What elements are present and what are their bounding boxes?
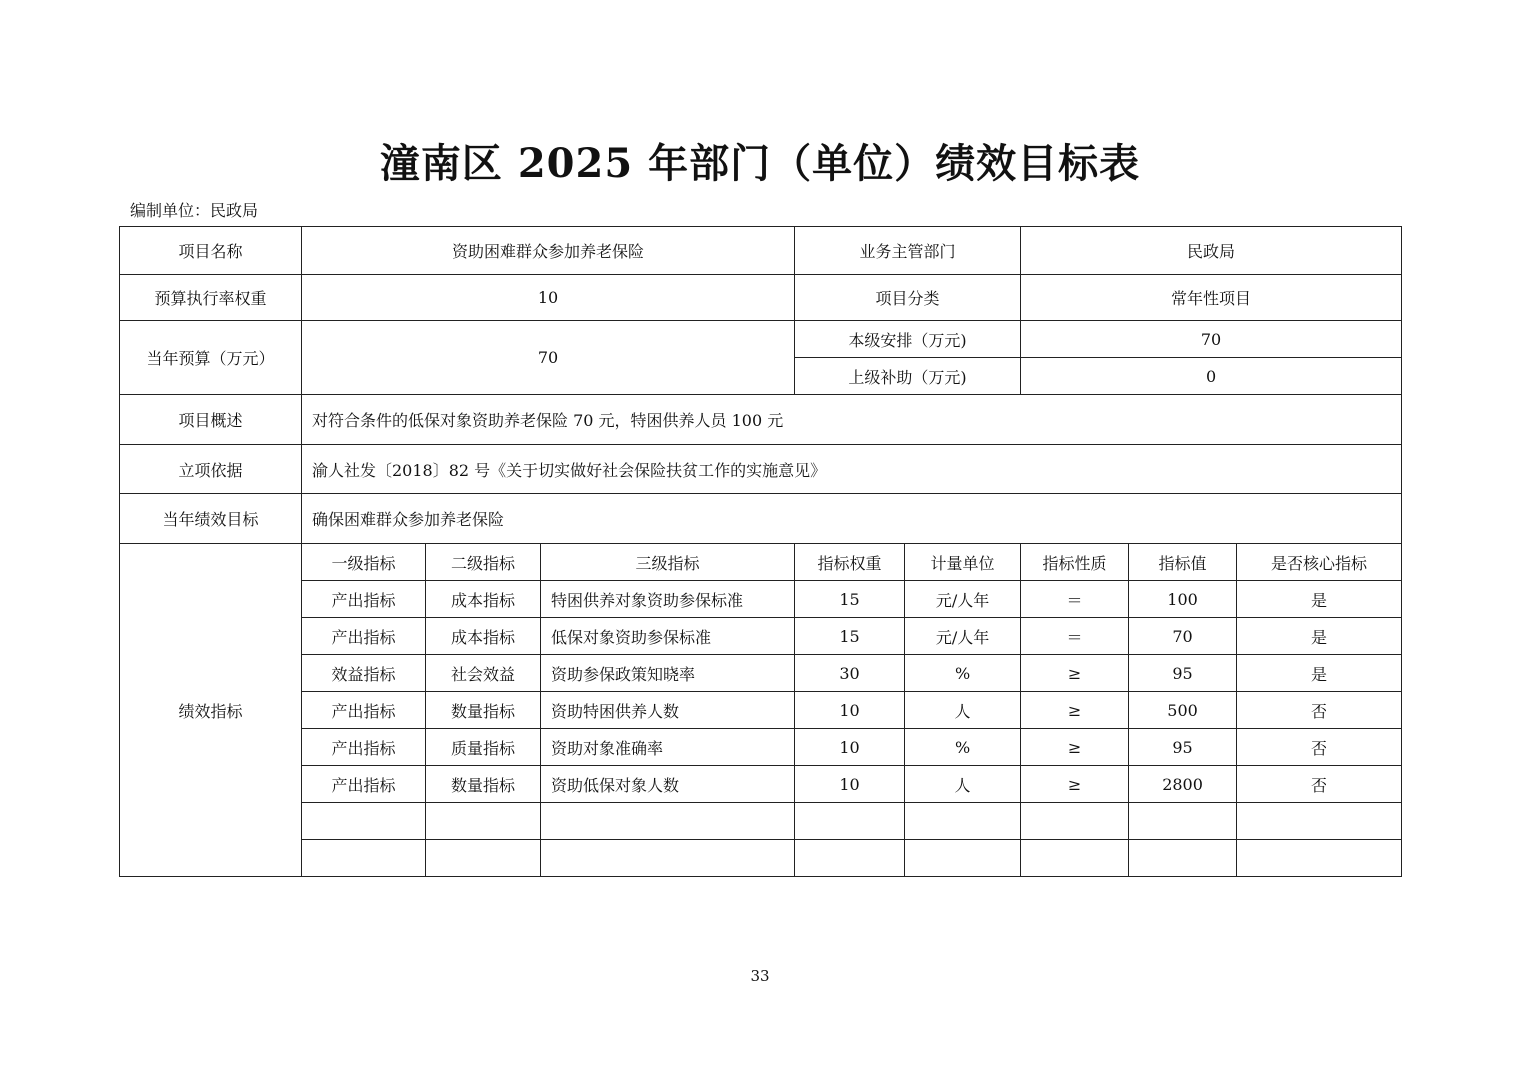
row-weight — [120, 275, 1402, 321]
indicator-header-unit: 计量单位 — [905, 544, 1021, 581]
indicator-cell-level1 — [302, 840, 426, 877]
indicator-cell-level1: 产出指标 — [302, 581, 426, 618]
indicator-cell-value: 500 — [1129, 692, 1237, 729]
indicator-cell-value — [1129, 803, 1237, 840]
performance-table — [119, 226, 1402, 877]
indicator-cell-level3: 资助对象准确率 — [541, 729, 795, 766]
goal-label: 当年绩效目标 — [120, 494, 302, 544]
indicator-row — [120, 803, 1402, 840]
indicator-cell-value: 70 — [1129, 618, 1237, 655]
indicator-cell-level2: 社会效益 — [426, 655, 541, 692]
indicator-cell-core: 是 — [1237, 655, 1402, 692]
indicator-cell-value: 100 — [1129, 581, 1237, 618]
indicator-cell-level3 — [541, 840, 795, 877]
page-title: 潼南区 2025 年部门（单位）绩效目标表 — [379, 140, 1141, 187]
indicator-row — [120, 581, 1402, 618]
upper-label: 上级补助（万元) — [795, 358, 1021, 395]
budget-label: 当年预算（万元） — [120, 321, 302, 395]
info-section — [120, 227, 1402, 544]
indicator-cell-nature: ≥ — [1021, 766, 1129, 803]
indicator-cell-weight: 15 — [795, 581, 905, 618]
indicator-cell-nature: ≥ — [1021, 692, 1129, 729]
indicator-cell-unit: % — [905, 729, 1021, 766]
indicator-cell-level2 — [426, 803, 541, 840]
indicator-cell-unit: 人 — [905, 692, 1021, 729]
indicator-cell-value: 95 — [1129, 729, 1237, 766]
basis-label: 立项依据 — [120, 445, 302, 494]
indicator-cell-weight: 10 — [795, 692, 905, 729]
indicator-header-row — [120, 544, 1402, 581]
indicator-row — [120, 692, 1402, 729]
indicator-cell-unit: 元/人年 — [905, 618, 1021, 655]
category-value: 常年性项目 — [1021, 275, 1402, 321]
page-number: 33 — [750, 967, 770, 985]
indicator-cell-level1: 产出指标 — [302, 618, 426, 655]
indicator-cell-level2: 数量指标 — [426, 692, 541, 729]
indicator-header-level3: 三级指标 — [541, 544, 795, 581]
indicators-label: 绩效指标 — [120, 544, 302, 877]
project-name-value: 资助困难群众参加养老保险 — [302, 227, 795, 275]
indicator-row — [120, 618, 1402, 655]
dept-label: 业务主管部门 — [795, 227, 1021, 275]
overview-label: 项目概述 — [120, 395, 302, 445]
indicator-cell-core: 是 — [1237, 581, 1402, 618]
row-project-name — [120, 227, 1402, 275]
indicator-row — [120, 840, 1402, 877]
indicator-cell-unit — [905, 803, 1021, 840]
indicator-cell-level3: 资助低保对象人数 — [541, 766, 795, 803]
indicator-cell-core — [1237, 803, 1402, 840]
indicator-cell-nature: ≥ — [1021, 729, 1129, 766]
row-budget-local — [120, 321, 1402, 358]
indicator-cell-core — [1237, 840, 1402, 877]
indicator-cell-level1: 产出指标 — [302, 729, 426, 766]
indicator-header-weight: 指标权重 — [795, 544, 905, 581]
indicator-cell-weight: 15 — [795, 618, 905, 655]
weight-value: 10 — [302, 275, 795, 321]
indicator-cell-unit: 人 — [905, 766, 1021, 803]
row-overview — [120, 395, 1402, 445]
indicator-cell-nature: ≥ — [1021, 655, 1129, 692]
indicator-header-level2: 二级指标 — [426, 544, 541, 581]
category-label: 项目分类 — [795, 275, 1021, 321]
row-goal — [120, 494, 1402, 544]
indicator-cell-weight: 30 — [795, 655, 905, 692]
upper-value: 0 — [1021, 358, 1402, 395]
indicator-cell-level3: 资助参保政策知晓率 — [541, 655, 795, 692]
indicator-cell-core: 否 — [1237, 692, 1402, 729]
indicator-row — [120, 655, 1402, 692]
indicator-section — [120, 544, 1402, 877]
local-value: 70 — [1021, 321, 1402, 358]
budget-value: 70 — [302, 321, 795, 395]
indicator-cell-weight: 10 — [795, 729, 905, 766]
dept-value: 民政局 — [1021, 227, 1402, 275]
indicator-cell-weight — [795, 803, 905, 840]
row-basis — [120, 445, 1402, 494]
indicator-cell-level2: 数量指标 — [426, 766, 541, 803]
indicator-cell-level1: 产出指标 — [302, 766, 426, 803]
indicator-header-nature: 指标性质 — [1021, 544, 1129, 581]
indicator-cell-level2: 质量指标 — [426, 729, 541, 766]
indicator-row — [120, 729, 1402, 766]
indicator-cell-level3: 特困供养对象资助参保标准 — [541, 581, 795, 618]
indicator-cell-value — [1129, 840, 1237, 877]
goal-value: 确保困难群众参加养老保险 — [302, 494, 1402, 544]
basis-value: 渝人社发〔2018〕82 号《关于切实做好社会保险扶贫工作的实施意见》 — [302, 445, 1402, 494]
indicator-cell-level3 — [541, 803, 795, 840]
indicator-cell-core: 否 — [1237, 729, 1402, 766]
indicator-cell-level1: 产出指标 — [302, 692, 426, 729]
indicator-row — [120, 766, 1402, 803]
indicator-cell-nature: ＝ — [1021, 618, 1129, 655]
local-label: 本级安排（万元) — [795, 321, 1021, 358]
indicator-cell-nature — [1021, 803, 1129, 840]
indicator-cell-nature: ＝ — [1021, 581, 1129, 618]
indicator-cell-level2 — [426, 840, 541, 877]
indicator-cell-unit: 元/人年 — [905, 581, 1021, 618]
indicator-cell-core: 是 — [1237, 618, 1402, 655]
indicator-cell-level3: 低保对象资助参保标准 — [541, 618, 795, 655]
indicator-cell-core: 否 — [1237, 766, 1402, 803]
indicator-cell-level1 — [302, 803, 426, 840]
indicator-cell-weight: 10 — [795, 766, 905, 803]
indicator-header-value: 指标值 — [1129, 544, 1237, 581]
indicator-header-core: 是否核心指标 — [1237, 544, 1402, 581]
indicator-cell-value: 95 — [1129, 655, 1237, 692]
indicator-cell-unit: % — [905, 655, 1021, 692]
indicator-cell-level1: 效益指标 — [302, 655, 426, 692]
indicator-cell-level3: 资助特困供养人数 — [541, 692, 795, 729]
project-name-label: 项目名称 — [120, 227, 302, 275]
indicator-cell-level2: 成本指标 — [426, 581, 541, 618]
overview-value: 对符合条件的低保对象资助养老保险 70 元，特困供养人员 100 元 — [302, 395, 1402, 445]
compiling-unit: 编制单位：民政局 — [130, 201, 259, 220]
weight-label: 预算执行率权重 — [120, 275, 302, 321]
indicator-header-level1: 一级指标 — [302, 544, 426, 581]
indicator-cell-weight — [795, 840, 905, 877]
indicator-cell-nature — [1021, 840, 1129, 877]
indicator-cell-unit — [905, 840, 1021, 877]
indicator-cell-value: 2800 — [1129, 766, 1237, 803]
indicator-cell-level2: 成本指标 — [426, 618, 541, 655]
